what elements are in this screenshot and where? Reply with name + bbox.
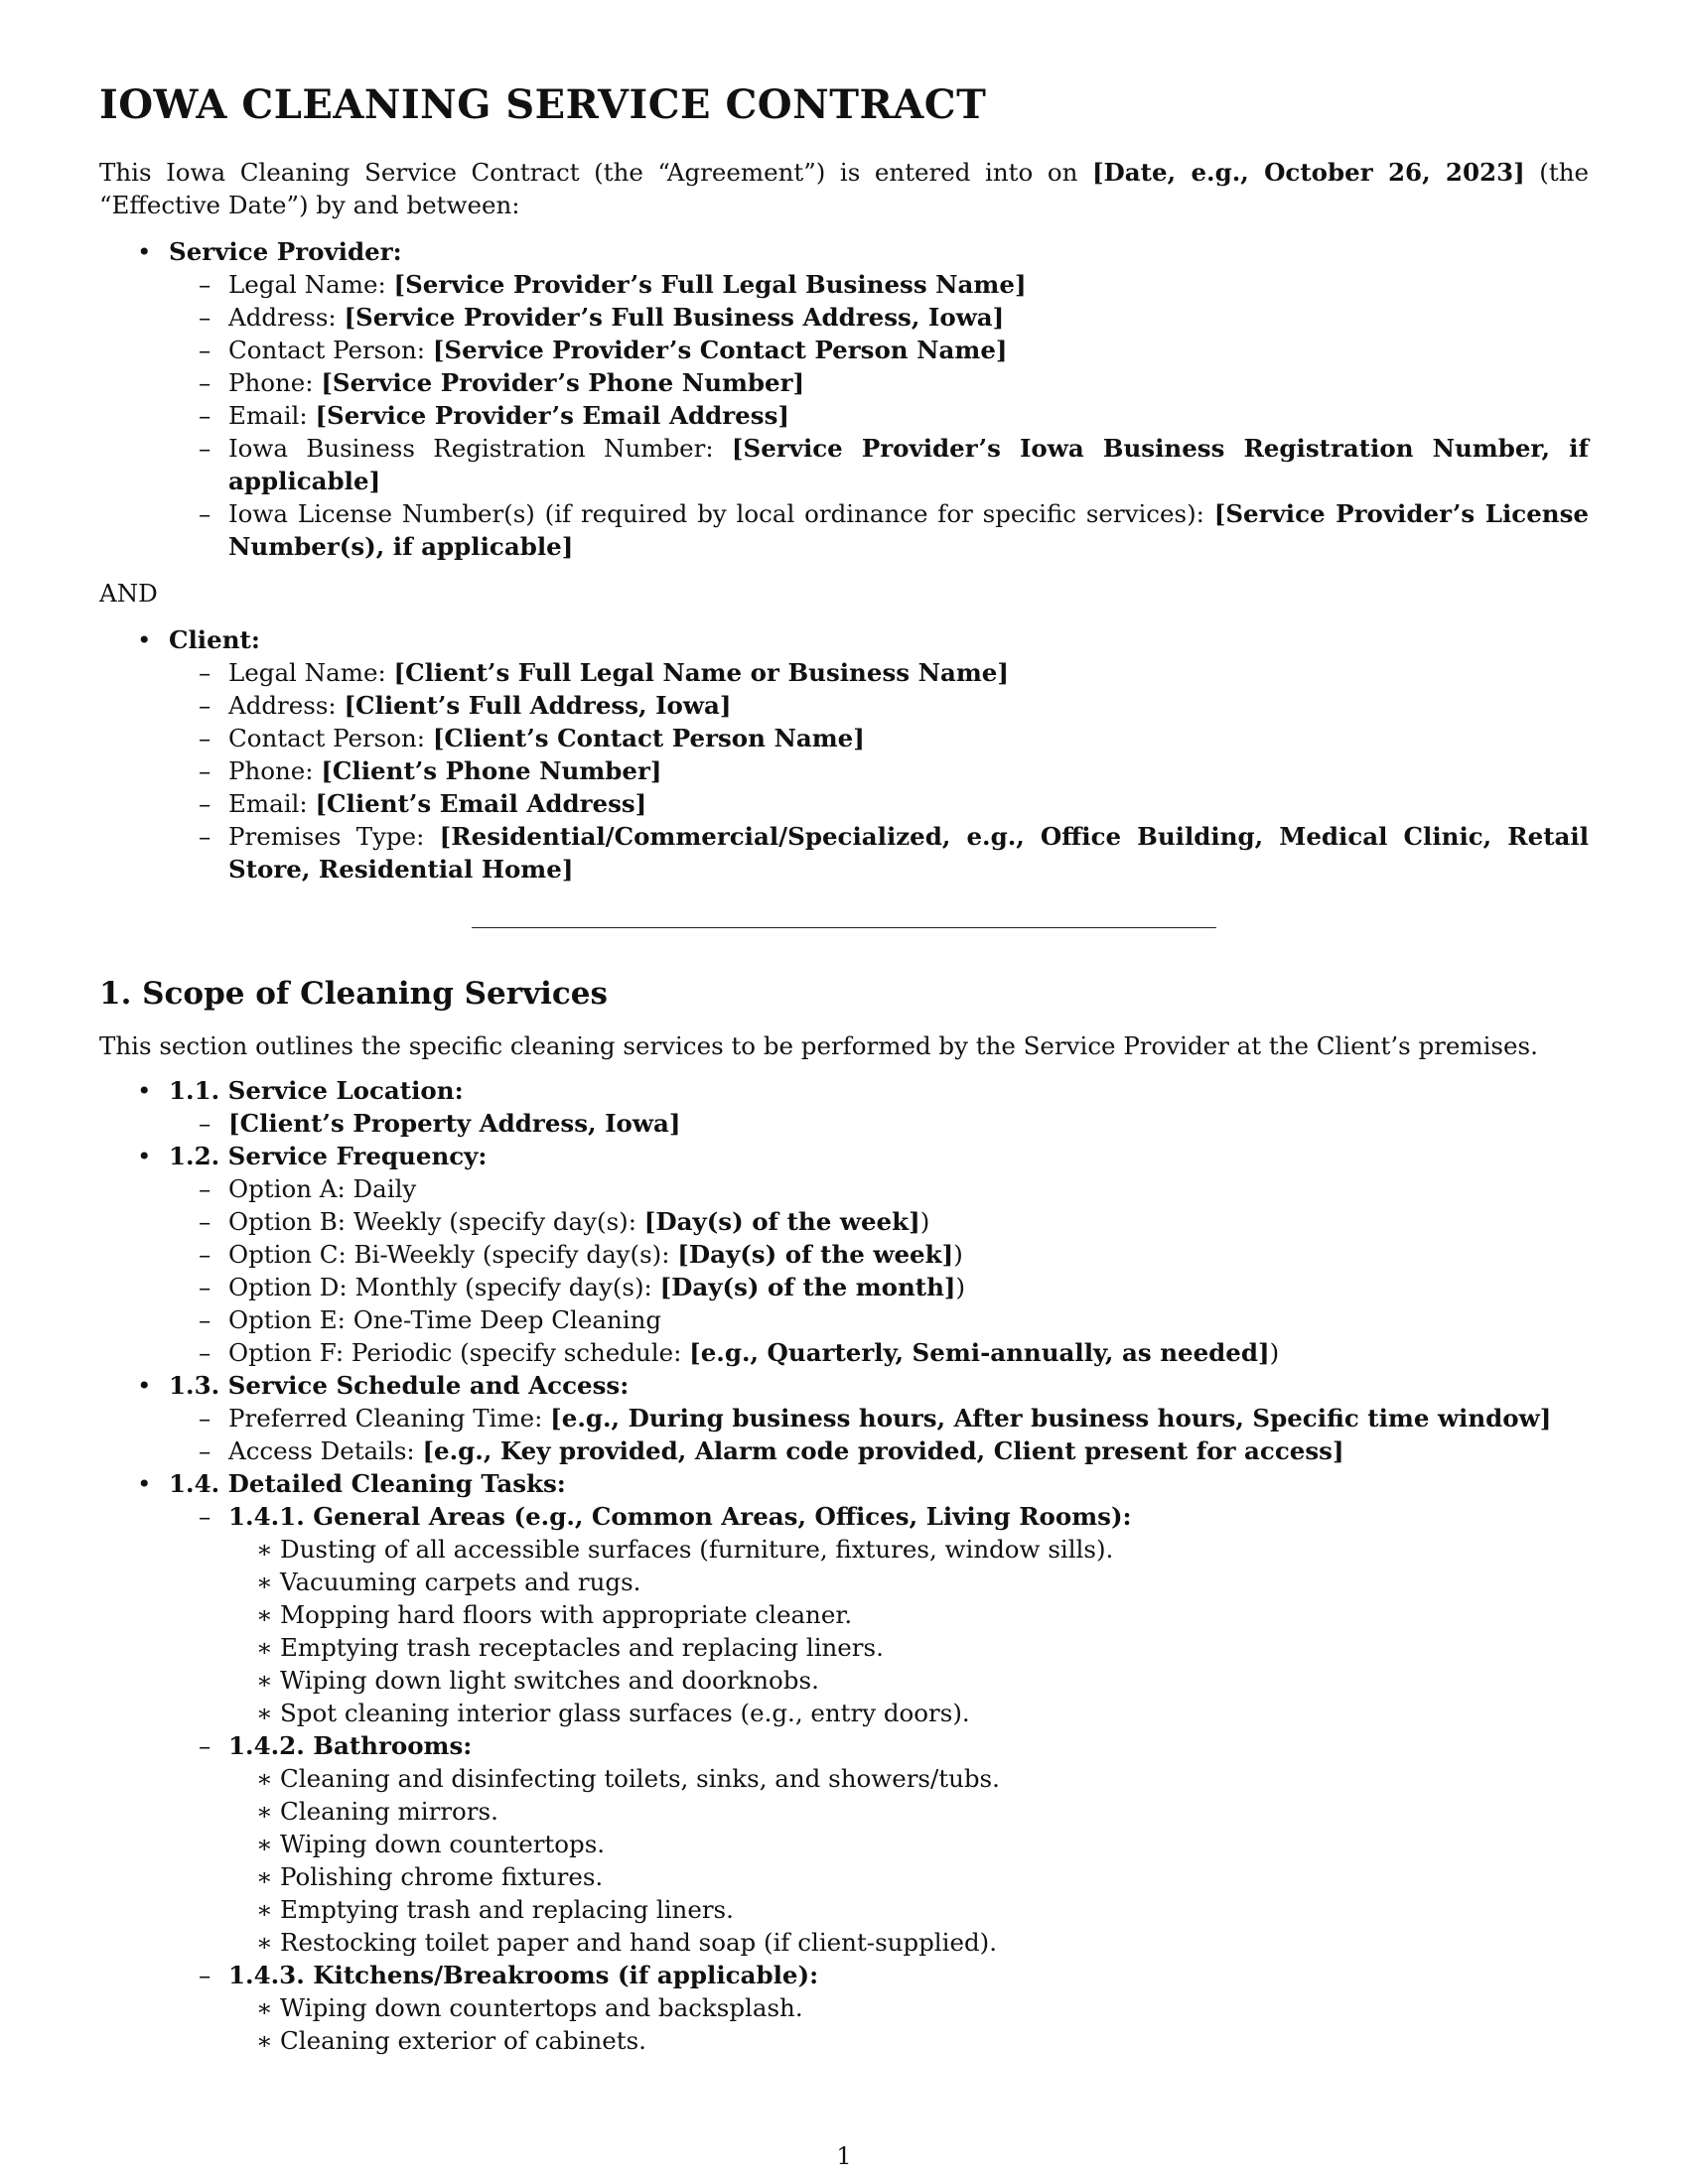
and-separator: AND — [99, 579, 158, 608]
client-address: – Address: [Client’s Full Address, Iowa] — [169, 689, 1589, 722]
provider-details — [169, 268, 1589, 563]
provider-legal-name: – Legal Name: [Service Provider’s Full Legal Business Name] — [169, 268, 1589, 301]
frequency-option-e: – Option E: One-Time Deep Cleaning — [169, 1303, 1589, 1336]
preferred-cleaning-time: – Preferred Cleaning Time: [e.g., During business hours, After business hours, Specific time window] — [169, 1402, 1589, 1434]
task-item: ∗ Emptying trash and replacing liners. — [228, 1893, 1589, 1926]
provider-contact-person: – Contact Person: [Service Provider’s Contact Person Name] — [169, 334, 1589, 366]
effective-date-placeholder: [Date, e.g., October 26, 2023] — [1091, 158, 1525, 187]
task-item: ∗ Wiping down light switches and doorknobs. — [228, 1664, 1589, 1697]
section-1-heading: 1. Scope of Cleaning Services — [99, 976, 608, 1012]
task-item: ∗ Polishing chrome fixtures. — [228, 1860, 1589, 1893]
provider-section — [99, 235, 1589, 563]
client-section — [99, 623, 1589, 886]
document-page — [99, 81, 1589, 2057]
section-1-list — [99, 1074, 1589, 2057]
client-contact-person: – Contact Person: [Client’s Contact Person Name] — [169, 722, 1589, 754]
provider-email: – Email: [Service Provider’s Email Address] — [169, 399, 1589, 432]
detailed-cleaning-tasks — [99, 1467, 1589, 2057]
task-item: ∗ Cleaning and disinfecting toilets, sinks, and showers/tubs. — [228, 1762, 1589, 1795]
detailed-tasks-heading: 1.4. Detailed Cleaning Tasks: — [169, 1469, 566, 1498]
task-item: ∗ Spot cleaning interior glass surfaces (e.g., entry doors). — [228, 1697, 1589, 1729]
provider-address: – Address: [Service Provider’s Full Business Address, Iowa] — [169, 301, 1589, 334]
client-phone: – Phone: [Client’s Phone Number] — [169, 754, 1589, 787]
task-item: ∗ Cleaning mirrors. — [228, 1795, 1589, 1828]
service-schedule-heading: 1.3. Service Schedule and Access: — [169, 1371, 630, 1400]
client-email: – Email: [Client’s Email Address] — [169, 787, 1589, 820]
task-item: ∗ Wiping down countertops and backsplash. — [228, 1991, 1589, 2024]
frequency-option-b: – Option B: Weekly (specify day(s): [Day(s) of the week]) — [169, 1205, 1589, 1238]
client-list — [99, 623, 1589, 886]
frequency-option-f: – Option F: Periodic (specify schedule: [e.g., Quarterly, Semi-annually, as needed]) — [169, 1336, 1589, 1369]
service-schedule — [99, 1369, 1589, 1467]
task-item: ∗ Wiping down countertops. — [228, 1828, 1589, 1860]
page-number: 1 — [836, 2142, 852, 2170]
provider-phone: – Phone: [Service Provider’s Phone Number] — [169, 366, 1589, 399]
access-details: – Access Details: [e.g., Key provided, Alarm code provided, Client present for access] — [169, 1434, 1589, 1467]
provider-heading: Service Provider: — [169, 237, 402, 266]
section-1-intro: This section outlines the specific cleaning services to be performed by the Service Provider at the Client’s premises. — [99, 1031, 1538, 1060]
task-item: ∗ Vacuuming carpets and rugs. — [228, 1566, 1589, 1598]
intro-text-2: (the “Effective Date”) by and between: — [99, 158, 1589, 219]
frequency-option-a: – Option A: Daily — [169, 1172, 1589, 1205]
task-item: ∗ Emptying trash receptacles and replacing liners. — [228, 1631, 1589, 1664]
frequency-option-d: – Option D: Monthly (specify day(s): [Day(s) of the month]) — [169, 1271, 1589, 1303]
task-item: ∗ Restocking toilet paper and hand soap (if client-supplied). — [228, 1926, 1589, 1959]
service-frequency — [99, 1140, 1589, 1369]
service-location — [99, 1074, 1589, 1140]
general-areas — [169, 1500, 1589, 1729]
service-location-heading: 1.1. Service Location: — [169, 1076, 464, 1105]
document-title: IOWA CLEANING SERVICE CONTRACT — [99, 81, 987, 128]
client-details — [169, 656, 1589, 886]
task-item: ∗ Cleaning exterior of cabinets. — [228, 2024, 1589, 2057]
general-areas-heading: 1.4.1. General Areas (e.g., Common Areas, Offices, Living Rooms): — [228, 1502, 1132, 1531]
bathrooms — [169, 1729, 1589, 1959]
client-legal-name: – Legal Name: [Client’s Full Legal Name or Business Name] — [169, 656, 1589, 689]
kitchens — [169, 1959, 1589, 2057]
kitchens-heading: 1.4.3. Kitchens/Breakrooms (if applicable): — [228, 1961, 819, 1989]
provider-license-number: – Iowa License Number(s) (if required by local ordinance for specific services): [Service Provider’s License Number(s), if applicable] — [169, 497, 1589, 563]
horizontal-rule — [472, 927, 1216, 928]
intro-text-1: This Iowa Cleaning Service Contract (the “Agreement”) is entered into on — [99, 158, 1092, 187]
service-frequency-heading: 1.2. Service Frequency: — [169, 1142, 488, 1170]
client-premises-type: – Premises Type: [Residential/Commercial/Specialized, e.g., Office Building, Medical Clinic, Retail Store, Residential Home] — [169, 820, 1589, 886]
task-item: ∗ Dusting of all accessible surfaces (furniture, fixtures, window sills). — [228, 1533, 1589, 1566]
provider-list — [99, 235, 1589, 563]
bathrooms-heading: 1.4.2. Bathrooms: — [228, 1731, 473, 1760]
intro-paragraph — [99, 156, 1589, 221]
client-heading: Client: — [169, 625, 260, 654]
frequency-option-c: – Option C: Bi-Weekly (specify day(s): [Day(s) of the week]) — [169, 1238, 1589, 1271]
task-item: ∗ Mopping hard floors with appropriate cleaner. — [228, 1598, 1589, 1631]
service-location-address: – [Client’s Property Address, Iowa] — [169, 1107, 1589, 1140]
provider-registration-number: – Iowa Business Registration Number: [Service Provider’s Iowa Business Registration Number, if applicable] — [169, 432, 1589, 497]
